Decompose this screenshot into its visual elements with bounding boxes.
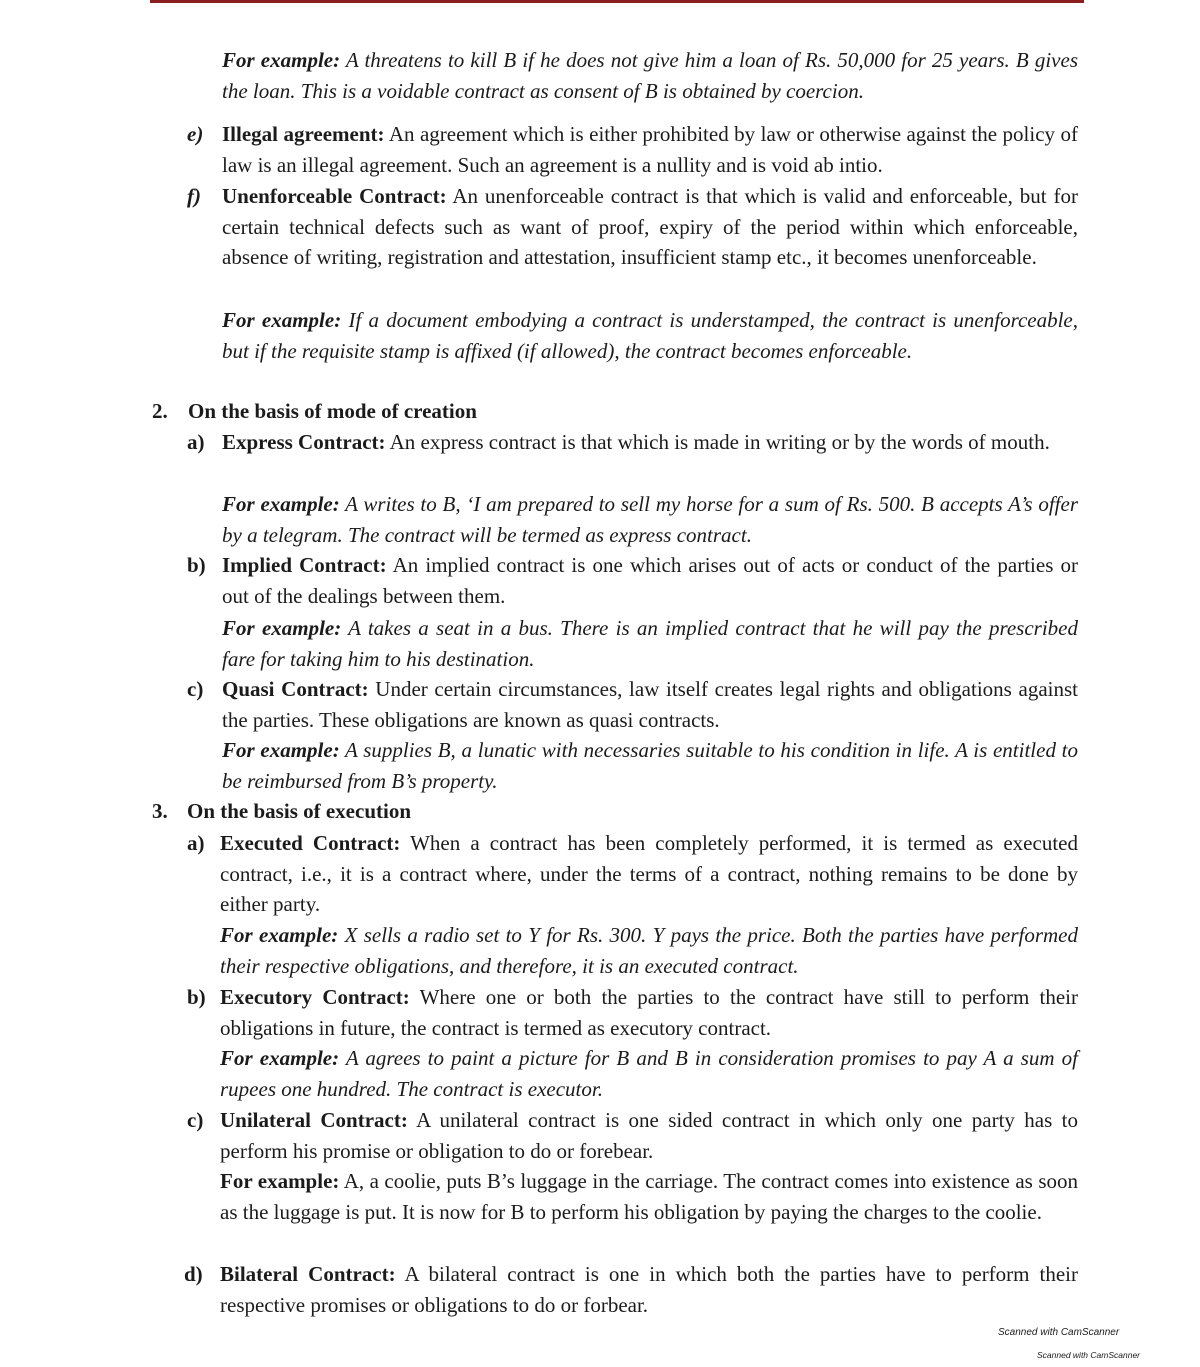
section-2-express-example: For example: A writes to B, ‘I am prepared to sell my horse for a sum of Rs. 500. B accepts A’s offer by a telegram. The contract will be termed as express contract.: [222, 492, 1078, 547]
section-3-executory-example: For example: A agrees to paint a picture for B and B in consideration promises to pay A a sum of rupees one hundred. The contract is executor.: [220, 1046, 1078, 1101]
section-2-item-a-label: a): [187, 430, 205, 454]
section-2-item-c-label: c): [187, 677, 204, 701]
section-3-item-a-label: a): [187, 831, 205, 855]
section-3-item-d-label: d): [184, 1262, 203, 1286]
section-2-quasi-contract: Quasi Contract: Under certain circumstances, law itself creates legal rights and obligations against the parties. These obligations are known as quasi contracts.: [222, 677, 1078, 732]
section-2-number: 2.: [152, 399, 168, 423]
item-f-unenforceable-contract: Unenforceable Contract: An unenforceable contract is that which is valid and enforceable, but for certain technical defects such as want of proof, expiry of the period within which enforceable, absence of writing, registration and attestation, insufficient stamp etc., it becomes unenforceable.: [222, 184, 1078, 269]
section-3-unilateral-example: For example: A, a coolie, puts B’s luggage in the carriage. The contract comes into existence as soon as the luggage is put. It is now for B to perform his obligation by paying the charges to the coolie.: [220, 1169, 1078, 1224]
top-border-rule: [150, 0, 1084, 3]
section-2-title: On the basis of mode of creation: [188, 399, 477, 423]
section-3-item-b-label: b): [187, 985, 206, 1009]
section-2-implied-contract: Implied Contract: An implied contract is one which arises out of acts or conduct of the parties or out of the dealings between them.: [222, 553, 1078, 608]
section-3-executed-contract: Executed Contract: When a contract has been completely performed, it is termed as executed contract, i.e., it is a contract where, under the terms of a contract, nothing remains to be done by either party.: [220, 831, 1078, 916]
section-3-number: 3.: [152, 799, 168, 823]
intro-example: For example: A threatens to kill B if he does not give him a loan of Rs. 50,000 for 25 years. B gives the loan. This is a voidable contract as consent of B is obtained by coercion.: [222, 48, 1078, 103]
section-3-executed-example: For example: X sells a radio set to Y for Rs. 300. Y pays the price. Both the parties have performed their respective obligations, and therefore, it is an executed contract.: [220, 923, 1079, 978]
section-3-item-c-label: c): [187, 1108, 204, 1132]
item-f-label: f): [187, 184, 201, 208]
section-3-unilateral-contract: Unilateral Contract: A unilateral contract is one sided contract in which only one party has to perform his promise or obligation to do or forebear.: [220, 1108, 1078, 1163]
camscanner-watermark: Scanned with CamScanner: [998, 1327, 1120, 1338]
section-2-item-b-label: b): [187, 553, 206, 577]
section-3-title: On the basis of execution: [187, 799, 412, 823]
section-2-express-contract: Express Contract: An express contract is that which is made in writing or by the words of mouth.: [222, 430, 1050, 454]
item-f-example: For example: If a document embodying a contract is understamped, the contract is unenforceable, but if the requisite stamp is affixed (if allowed), the contract becomes enforceable.: [222, 308, 1079, 363]
item-e-label: e): [187, 122, 204, 146]
section-3-bilateral-contract: Bilateral Contract: A bilateral contract is one in which both the parties have to perform their respective promises or obligations to do or forbear.: [220, 1262, 1078, 1317]
section-2-quasi-example: For example: A supplies B, a lunatic with necessaries suitable to his condition in life. A is entitled to be reimbursed from B’s property.: [222, 738, 1079, 793]
section-2-implied-example: For example: A takes a seat in a bus. There is an implied contract that he will pay the prescribed fare for taking him to his destination.: [222, 616, 1078, 671]
camscanner-watermark-small: Scanned with CamScanner: [1037, 1350, 1141, 1360]
item-e-illegal-agreement: Illegal agreement: An agreement which is either prohibited by law or otherwise against the policy of law is an illegal agreement. Such an agreement is a nullity and is void ab intio.: [222, 122, 1078, 177]
section-3-executory-contract: Executory Contract: Where one or both the parties to the contract have still to perform their obligations in future, the contract is termed as executory contract.: [220, 985, 1078, 1040]
